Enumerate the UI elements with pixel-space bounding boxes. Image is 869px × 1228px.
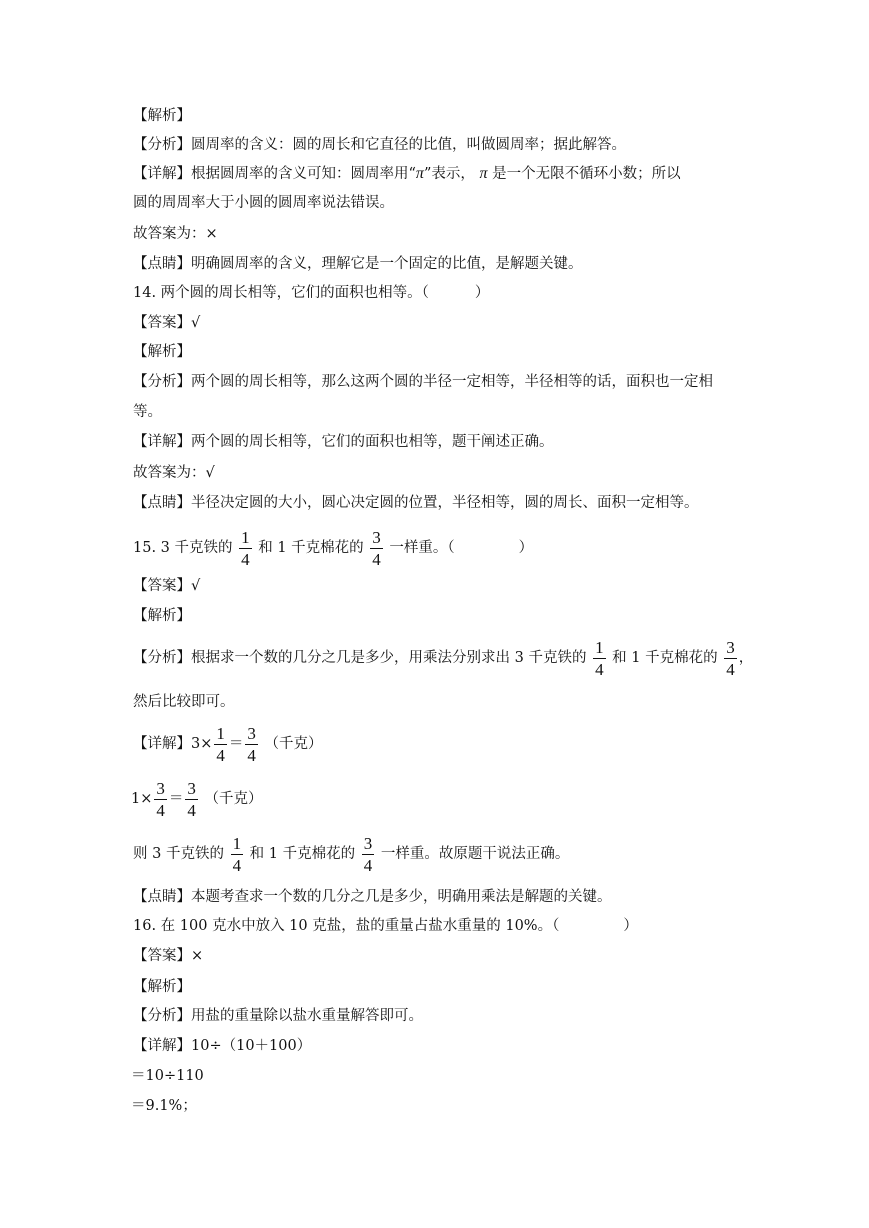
fraction-three-quarters: $\frac{3}{4}$: [372, 527, 381, 569]
q15-xiangjie-1-part1: 【详解】3×: [133, 736, 213, 752]
q15-question: [133, 526, 533, 570]
q14-answer: 【答案】√: [133, 315, 201, 331]
q16-question-text: 16. 在 100 克水中放入 10 克盐，盐的重量占盐水重量的 10%。（: [133, 918, 560, 934]
q13-xiangjie-part3: 是一个无限不循环小数；所以: [492, 166, 681, 182]
q15-fenxi-part2: 和 1 千克棉花的: [612, 650, 718, 666]
equals-sign: ＝: [228, 736, 244, 752]
q13-xiangjie: [133, 164, 681, 184]
q15-answer: 【答案】√: [133, 578, 201, 594]
fraction-one-quarter: $\frac{1}{4}$: [241, 527, 250, 569]
q15-xiangjie-3-part2: 和 1 千克棉花的: [249, 846, 356, 862]
q15-fenxi-line2: 然后比较即可。: [133, 694, 235, 710]
q14-fenxi: 【分析】两个圆的周长相等，那么这两个圆的半径一定相等，半径相等的话，面积也一定相: [133, 374, 713, 390]
q16-step-1: ＝10÷110: [131, 1068, 204, 1084]
equals-sign: ＝: [168, 791, 184, 807]
fraction-three-quarters: $\frac{3}{4}$: [156, 778, 165, 820]
q14-question-text: 14. 两个圆的周长相等，它们的面积也相等。（: [133, 285, 429, 301]
q16-answer: 【答案】×: [133, 948, 204, 964]
fraction-three-quarters: $\frac{3}{4}$: [363, 833, 373, 875]
pi-symbol: π: [479, 165, 488, 182]
q16-fenxi: 【分析】用盐的重量除以盐水重量解答即可。: [133, 1008, 423, 1024]
q15-xiangjie-3: [133, 832, 569, 876]
q15-question-part1: 15. 3 千克铁的: [133, 540, 233, 556]
q14-dianjing: 【点睛】半径决定圆的大小，圆心决定圆的位置，半径相等，圆的周长、面积一定相等。: [133, 495, 699, 511]
q14-answer-line: 故答案为：√: [133, 465, 215, 481]
q15-fenxi-part3: ，: [738, 650, 754, 666]
fraction-one-quarter: $\frac{1}{4}$: [232, 833, 242, 875]
q15-question-part2: 和 1 千克棉花的: [258, 540, 364, 556]
fraction-three-quarters: $\frac{3}{4}$: [247, 723, 256, 765]
q16-question-close: ）: [623, 918, 638, 934]
q15-question-part3: 一样重。（: [389, 540, 455, 556]
unit-kilogram: （千克）: [264, 736, 323, 752]
q13-answer-line: 故答案为：×: [133, 226, 218, 242]
q13-xiangjie-part1: 【详解】根据圆周率的含义可知：圆周率用“: [133, 166, 416, 182]
fraction-three-quarters: $\frac{3}{4}$: [726, 637, 735, 679]
q13-xiangjie-part2: ”表示，: [423, 166, 475, 182]
q16-question: [133, 916, 638, 936]
fraction-one-quarter: $\frac{1}{4}$: [595, 637, 604, 679]
q15-fenxi: [133, 636, 753, 680]
q15-dianjing: 【点睛】本题考查求一个数的几分之几是多少，明确用乘法是解题的关键。: [133, 889, 612, 905]
q13-xiangjie-line2: 圆的周周率大于小圆的圆周率说法错误。: [133, 195, 394, 211]
q16-jiexi: 【解析】: [133, 979, 191, 995]
q14-jiexi: 【解析】: [133, 344, 191, 360]
q15-xiangjie-2: [131, 777, 262, 821]
q15-xiangjie-3-part3: 一样重。故原题干说法正确。: [380, 846, 570, 862]
q16-xiangjie: 【详解】10÷（10＋100）: [133, 1038, 312, 1054]
pi-symbol: π: [415, 165, 424, 182]
q14-question-close: ）: [474, 285, 490, 301]
q15-question-close: ）: [518, 540, 534, 556]
q15-xiangjie-3-part1: 则 3 千克铁的: [133, 846, 224, 862]
q15-xiangjie-2-part1: 1×: [131, 791, 153, 807]
q15-xiangjie-1: [133, 722, 322, 766]
q14-question: [133, 283, 489, 303]
q13-jiexi: 【解析】: [133, 108, 191, 124]
q13-dianjing: 【点睛】明确圆周率的含义，理解它是一个固定的比值，是解题关键。: [133, 256, 583, 272]
q15-fenxi-part1: 【分析】根据求一个数的几分之几是多少，用乘法分别求出 3 千克铁的: [133, 650, 587, 666]
q16-step-2: ＝9.1%；: [131, 1098, 197, 1114]
unit-kilogram: （千克）: [204, 791, 263, 807]
q15-jiexi: 【解析】: [133, 608, 191, 624]
q14-xiangjie: 【详解】两个圆的周长相等，它们的面积也相等，题干阐述正确。: [133, 434, 554, 450]
fraction-three-quarters: $\frac{3}{4}$: [187, 778, 196, 820]
fraction-one-quarter: $\frac{1}{4}$: [216, 723, 225, 765]
q14-fenxi-line2: 等。: [133, 404, 162, 420]
q13-fenxi: 【分析】圆周率的含义：圆的周长和它直径的比值，叫做圆周率；据此解答。: [133, 137, 626, 153]
